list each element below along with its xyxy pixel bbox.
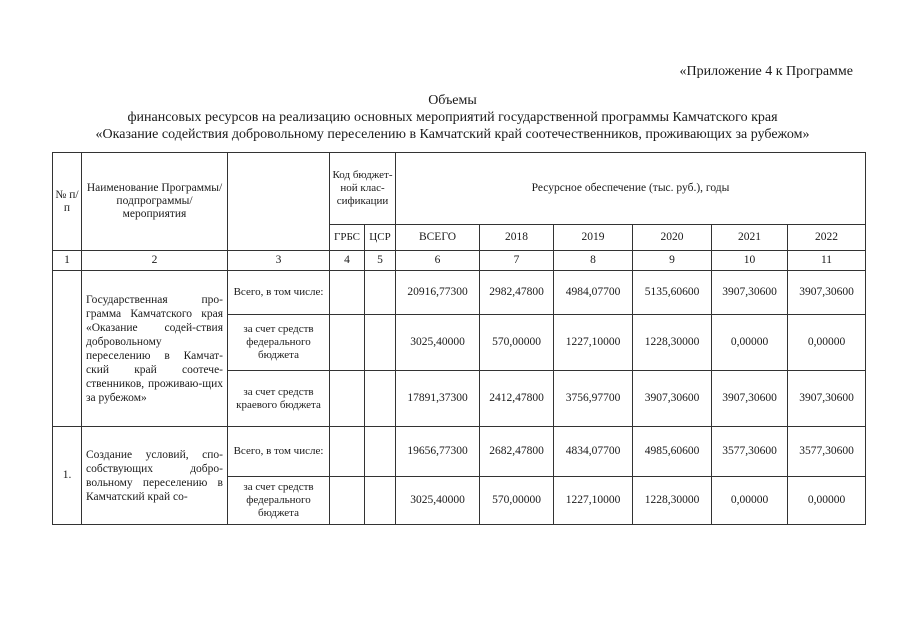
- budget-code-grbs-cell: [330, 427, 365, 477]
- budget-code-grbs-cell: [330, 315, 365, 371]
- header-num: № п/п: [53, 153, 82, 251]
- header-total: ВСЕГО: [396, 225, 480, 251]
- header-year: 2021: [712, 225, 788, 251]
- total-value-cell: 17891,37300: [396, 371, 480, 427]
- header-year: 2020: [633, 225, 712, 251]
- year-value-cell: 0,00000: [712, 477, 788, 525]
- title-line-3: «Оказание содействия добровольному переселению в Камчатский край соотечественников, проживающих за рубежом»: [95, 127, 810, 142]
- year-value-cell: 2412,47800: [480, 371, 554, 427]
- total-value-cell: 3025,40000: [396, 477, 480, 525]
- year-value-cell: 1227,10000: [554, 477, 633, 525]
- year-value-cell: 3577,30600: [712, 427, 788, 477]
- column-number: 1: [53, 251, 82, 271]
- program-name-cell: Создание условий, спо-собствующих добро-вольному переселению в Камчатский край со-: [82, 427, 228, 525]
- header-resources: Ресурсное обеспечение (тыс. руб.), годы: [396, 153, 866, 225]
- header-year: 2019: [554, 225, 633, 251]
- column-number: 10: [712, 251, 788, 271]
- budget-code-csr-cell: [365, 371, 396, 427]
- header-year: 2018: [480, 225, 554, 251]
- row-number: [53, 271, 82, 427]
- funding-source-cell: за счет средств федерального бюджета: [228, 315, 330, 371]
- column-numbers-row: [53, 251, 866, 271]
- budget-code-csr-cell: [365, 477, 396, 525]
- year-value-cell: 3907,30600: [788, 271, 866, 315]
- funding-source-cell: Всего, в том числе:: [228, 427, 330, 477]
- document-title: [0, 92, 905, 143]
- financing-table: [52, 152, 866, 525]
- budget-code-csr-cell: [365, 427, 396, 477]
- year-value-cell: 4834,07700: [554, 427, 633, 477]
- year-value-cell: 3577,30600: [788, 427, 866, 477]
- year-value-cell: 0,00000: [788, 477, 866, 525]
- program-name-cell: Государственная про-грамма Камчатского края «Оказание содей-ствия добровольному переселению в Камчат-ский край соотече-ственников, проживаю-щих за рубежом»: [82, 271, 228, 427]
- year-value-cell: 2682,47800: [480, 427, 554, 477]
- funding-source-cell: за счет средств краевого бюджета: [228, 371, 330, 427]
- header-csr: ЦСР: [365, 225, 396, 251]
- year-value-cell: 4985,60600: [633, 427, 712, 477]
- year-value-cell: 1228,30000: [633, 477, 712, 525]
- column-number: 3: [228, 251, 330, 271]
- budget-code-grbs-cell: [330, 271, 365, 315]
- column-number: 9: [633, 251, 712, 271]
- year-value-cell: 0,00000: [788, 315, 866, 371]
- year-value-cell: 5135,60600: [633, 271, 712, 315]
- header-row-1: [53, 153, 866, 225]
- appendix-reference: «Приложение 4 к Программе: [679, 64, 853, 79]
- year-value-cell: 3907,30600: [788, 371, 866, 427]
- column-number: 8: [554, 251, 633, 271]
- total-value-cell: 3025,40000: [396, 315, 480, 371]
- header-budget-code: Код бюджет-ной клас-сификации: [330, 153, 396, 225]
- header-year: 2022: [788, 225, 866, 251]
- column-number: 11: [788, 251, 866, 271]
- column-number: 2: [82, 251, 228, 271]
- year-value-cell: 2982,47800: [480, 271, 554, 315]
- header-name: Наименование Программы/ подпрограммы/ мероприятия: [82, 153, 228, 251]
- total-value-cell: 20916,77300: [396, 271, 480, 315]
- budget-code-csr-cell: [365, 271, 396, 315]
- budget-code-grbs-cell: [330, 477, 365, 525]
- total-value-cell: 19656,77300: [396, 427, 480, 477]
- year-value-cell: 1227,10000: [554, 315, 633, 371]
- year-value-cell: 3907,30600: [712, 271, 788, 315]
- column-number: 7: [480, 251, 554, 271]
- year-value-cell: 3756,97700: [554, 371, 633, 427]
- table-row: [53, 427, 866, 477]
- title-line-1: Объемы: [428, 93, 477, 108]
- column-number: 5: [365, 251, 396, 271]
- year-value-cell: 3907,30600: [633, 371, 712, 427]
- header-grbs: ГРБС: [330, 225, 365, 251]
- year-value-cell: 3907,30600: [712, 371, 788, 427]
- funding-source-cell: за счет средств федерального бюджета: [228, 477, 330, 525]
- column-number: 4: [330, 251, 365, 271]
- header-source: [228, 153, 330, 251]
- title-line-2: финансовых ресурсов на реализацию основных мероприятий государственной программы Камчатского края: [127, 110, 778, 125]
- row-number: 1.: [53, 427, 82, 525]
- year-value-cell: 0,00000: [712, 315, 788, 371]
- year-value-cell: 4984,07700: [554, 271, 633, 315]
- funding-source-cell: Всего, в том числе:: [228, 271, 330, 315]
- year-value-cell: 570,00000: [480, 477, 554, 525]
- budget-code-grbs-cell: [330, 371, 365, 427]
- budget-code-csr-cell: [365, 315, 396, 371]
- year-value-cell: 570,00000: [480, 315, 554, 371]
- year-value-cell: 1228,30000: [633, 315, 712, 371]
- table-row: [53, 271, 866, 315]
- column-number: 6: [396, 251, 480, 271]
